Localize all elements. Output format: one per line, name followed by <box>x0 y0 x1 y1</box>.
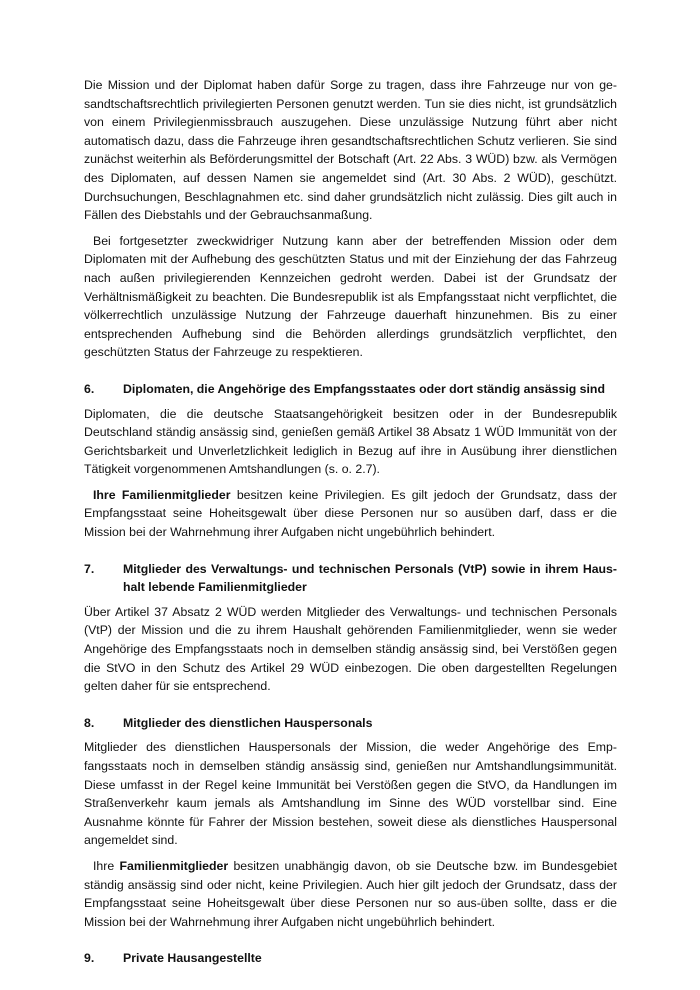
paragraph-sec8-family <box>84 857 617 931</box>
section-heading-9 <box>84 949 617 968</box>
document-page <box>84 76 617 974</box>
paragraph-text: besitzen unabhängig davon, ob sie Deutsche bzw. im Bundesgebiet ständig ansässig sind oder nicht, keine Privilegien. Auch hier gilt jedoch der Grundsatz, dass der Empfangsstaat seine Hoheitsgewalt über diese Personen nur so aus-üben sollte, dass er die Mission bei der Wahrnehmung ihrer Aufgaben nicht ungebührlich behindert. <box>84 858 618 929</box>
paragraph-text: Ihre <box>93 858 120 873</box>
section-title: Mitglieder des dienstlichen Hauspersonals <box>123 715 373 730</box>
paragraph-sec8-staff: Mitglieder des dienstlichen Hauspersonals der Mission, die weder Angehörige des Empfangsstaats noch in demselben ständig ansässig sind, genießen nur Amtshandlungsimmunität. Diese umfasst in der Regel keine Immunität bei Verstößen gegen die StVO, da Handlungen im Straßenverkehr kaum jemals als Amtshandlung im Sinne des WÜD vorstellbar sind. Eine Ausnahme könnte für Fahrer der Mission bestehen, soweit diese als dienstliches Hauspersonal angemeldet sind. <box>84 740 617 848</box>
section-number: 6. <box>84 381 95 396</box>
paragraph-sec6-diplomats: Diplomaten, die die deutsche Staatsangehörigkeit besitzen oder in der Bundesrepublik Deutschland ständig ansässig sind, genießen gemäß Artikel 38 Absatz 1 WÜD Immunität von der Gerichtsbarkeit und Unverletzlichkeit lediglich in Bezug auf ihre in Ausübung ihrer dienstlichen Tätigkeit vorgenommenen Amtshandlungen (s. o. 2.7). <box>84 406 617 477</box>
paragraph-misuse-consequences: Bei fortgesetzter zweckwidriger Nutzung kann aber der betreffenden Mission oder dem Diplomaten mit der Aufhebung des geschützten Status und mit der Einziehung der das Fahrzeug nach außen privilegierenden Kennzeichen gedroht werden. Dabei ist der Grundsatz der Verhältnismäßigkeit zu beachten. Die Bundesrepublik ist als Empfangsstaat nicht verpflichtet, die völkerrechtlich unzulässige Nutzung der Fahrzeuge dauerhaft hinzunehmen. Bis zu einer entsprechenden Aufhebung sind die Behörden allerdings grundsätzlich verpflichtet, den geschützten Status der Fahrzeuge zu respektieren. <box>84 233 617 360</box>
section-title: Mitglieder des Verwaltungs- und technischen Personals (VtP) sowie in ihrem Haushalt lebende Familienmitglieder <box>123 561 617 595</box>
section-heading-8 <box>84 714 617 733</box>
section-title: Private Hausangestellte <box>123 951 262 966</box>
paragraph-sec6-family <box>84 486 617 542</box>
paragraph-text: besitzen keine Privilegien. Es gilt jedoch der Grundsatz, dass der Empfangsstaat seine Hoheitsgewalt über diese Personen nur so ausüben darf, dass er die Mission bei der Wahrnehmung ihrer Aufgaben nicht ungebührlich behindert. <box>84 487 618 540</box>
paragraph-sec7-vtp: Über Artikel 37 Absatz 2 WÜD werden Mitglieder des Verwaltungs- und technischen Personals (VtP) der Mission und die zu ihrem Haushalt gehörenden Familienmitglieder, wenn sie weder Angehörige des Empfangsstaats noch in demselben ständig ansässig sind, bei Verstößen gegen die StVO in den Schutz des Artikel 29 WÜD einbezogen. Die oben dargestellten Regelungen gelten daher für sie entsprechend. <box>84 604 617 694</box>
section-number: 7. <box>84 561 95 576</box>
section-heading-7 <box>84 560 617 597</box>
section-heading-6 <box>84 380 617 399</box>
section-number: 8. <box>84 715 95 730</box>
bold-term: Ihre Familienmitglieder <box>93 487 231 502</box>
section-title: Diplomaten, die Angehörige des Empfangsstaates oder dort ständig ansässig sind <box>123 381 605 396</box>
section-number: 9. <box>84 951 95 966</box>
paragraph-vehicle-use: Die Mission und der Diplomat haben dafür Sorge zu tragen, dass ihre Fahrzeuge nur von gesandtschaftsrechtlich privilegierten Personen genutzt werden. Tun sie dies nicht, ist grundsätzlich von einem Privilegienmissbrauch auszugehen. Diese unzulässige Nutzung führt aber nicht automatisch dazu, dass die Fahrzeuge ihren gesandtschaftsrechtlichen Schutz verlieren. Sie sind zunächst weiterhin als Beförderungsmittel der Botschaft (Art. 22 Abs. 3 WÜD) bzw. als Vermögen des Diplomaten, auf dessen Namen sie angemeldet sind (Art. 30 Abs. 2 WÜD), geschützt. Durchsuchungen, Beschlagnahmen etc. sind daher grundsätzlich nicht zulässig. Dies gilt auch in Fällen des Diebstahls und der Gebrauchsanmaßung. <box>84 78 617 223</box>
bold-term: Familienmitglieder <box>119 858 229 873</box>
